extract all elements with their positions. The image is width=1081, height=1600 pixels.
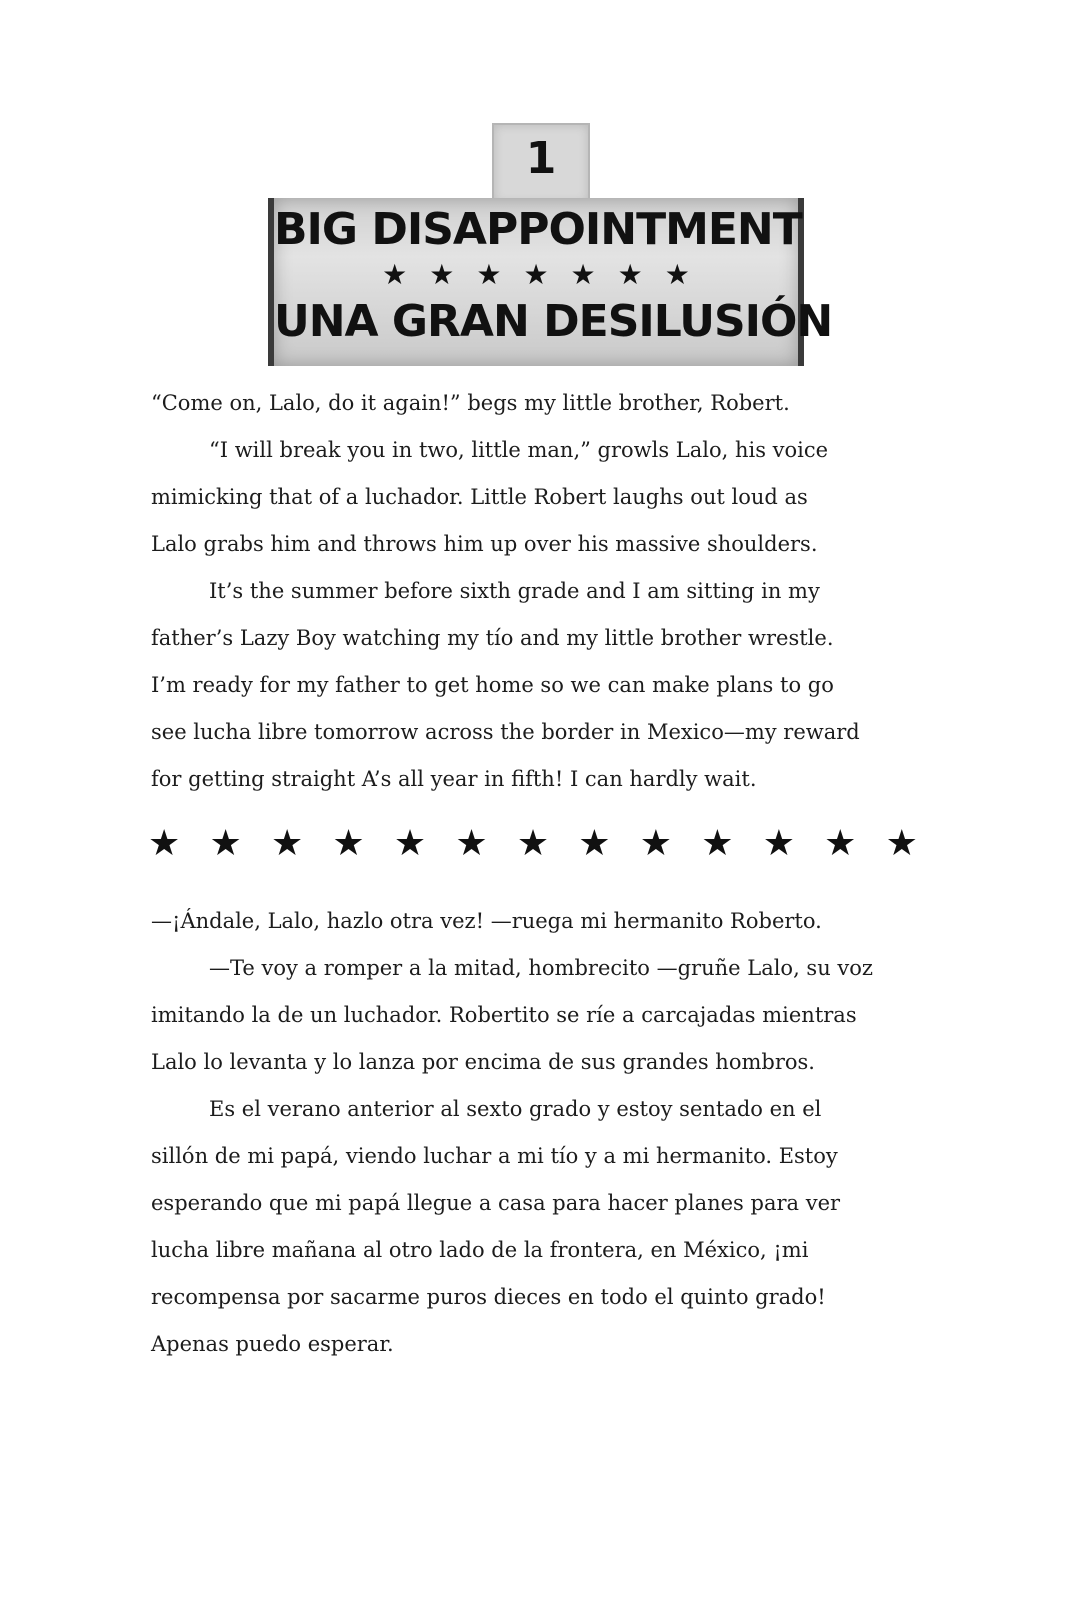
text-line: —¡Ándale, Lalo, hazlo otra vez! —ruega mi hermanito Roberto. <box>151 909 822 933</box>
chapter-number-box <box>492 123 590 205</box>
chapter-title-english: BIG DISAPPOINTMENT <box>274 204 802 255</box>
text-line: see lucha libre tomorrow across the border in Mexico—my reward <box>151 720 860 744</box>
text-line: “Come on, Lalo, do it again!” begs my little brother, Robert. <box>151 391 790 415</box>
text-line: imitando la de un luchador. Robertito se ríe a carcajadas mientras <box>151 1003 857 1027</box>
text-line: father’s Lazy Boy watching my tío and my little brother wrestle. <box>151 626 834 650</box>
text-line: for getting straight A’s all year in fifth! I can hardly wait. <box>151 767 757 791</box>
star-icon: ★ <box>885 823 918 864</box>
star-icon: ★ <box>270 823 304 864</box>
text-line: recompensa por sacarme puros dieces en todo el quinto grado! <box>151 1285 826 1309</box>
star-icon: ★ <box>824 823 857 864</box>
title-stars-icon: ★★★★★★★ <box>382 258 712 291</box>
text-line: lucha libre mañana al otro lado de la frontera, en México, ¡mi <box>151 1238 809 1262</box>
chapter-title-panel <box>268 198 833 366</box>
star-icon: ★ <box>578 823 611 864</box>
star-icon: ★ <box>455 823 488 864</box>
star-icon: ★ <box>516 823 550 864</box>
text-line: “I will break you in two, little man,” growls Lalo, his voice <box>209 438 829 462</box>
spanish-passage <box>151 898 911 1368</box>
text-line: Lalo lo levanta y lo lanza por encima de sus grandes hombros. <box>151 1050 815 1074</box>
star-icon: ★ <box>701 823 734 864</box>
text-line: sillón de mi papá, viendo luchar a mi tío y a mi hermanito. Estoy <box>151 1144 838 1168</box>
star-icon: ★ <box>148 823 181 864</box>
chapter-number: 1 <box>525 133 557 184</box>
chapter-header <box>260 118 833 370</box>
text-line: Es el verano anterior al sexto grado y estoy sentado en el <box>209 1097 822 1121</box>
text-line: —Te voy a romper a la mitad, hombrecito —gruñe Lalo, su voz <box>209 956 873 980</box>
text-line: It’s the summer before sixth grade and I am sitting in my <box>209 579 820 603</box>
text-line: mimicking that of a luchador. Little Robert laughs out loud as <box>151 485 808 509</box>
star-icon: ★ <box>209 823 242 864</box>
text-line: Apenas puedo esperar. <box>151 1332 394 1356</box>
chapter-title-spanish: UNA GRAN DESILUSIÓN <box>274 296 833 347</box>
star-icon: ★ <box>762 823 795 864</box>
text-line: Lalo grabs him and throws him up over his massive shoulders. <box>151 532 818 556</box>
english-passage <box>151 380 911 803</box>
star-icon: ★ <box>393 823 427 864</box>
star-icon: ★ <box>332 823 365 864</box>
text-line: esperando que mi papá llegue a casa para hacer planes para ver <box>151 1191 841 1215</box>
text-line: I’m ready for my father to get home so we can make plans to go <box>151 673 834 697</box>
star-icon: ★ <box>639 823 673 864</box>
star-divider <box>148 822 918 866</box>
